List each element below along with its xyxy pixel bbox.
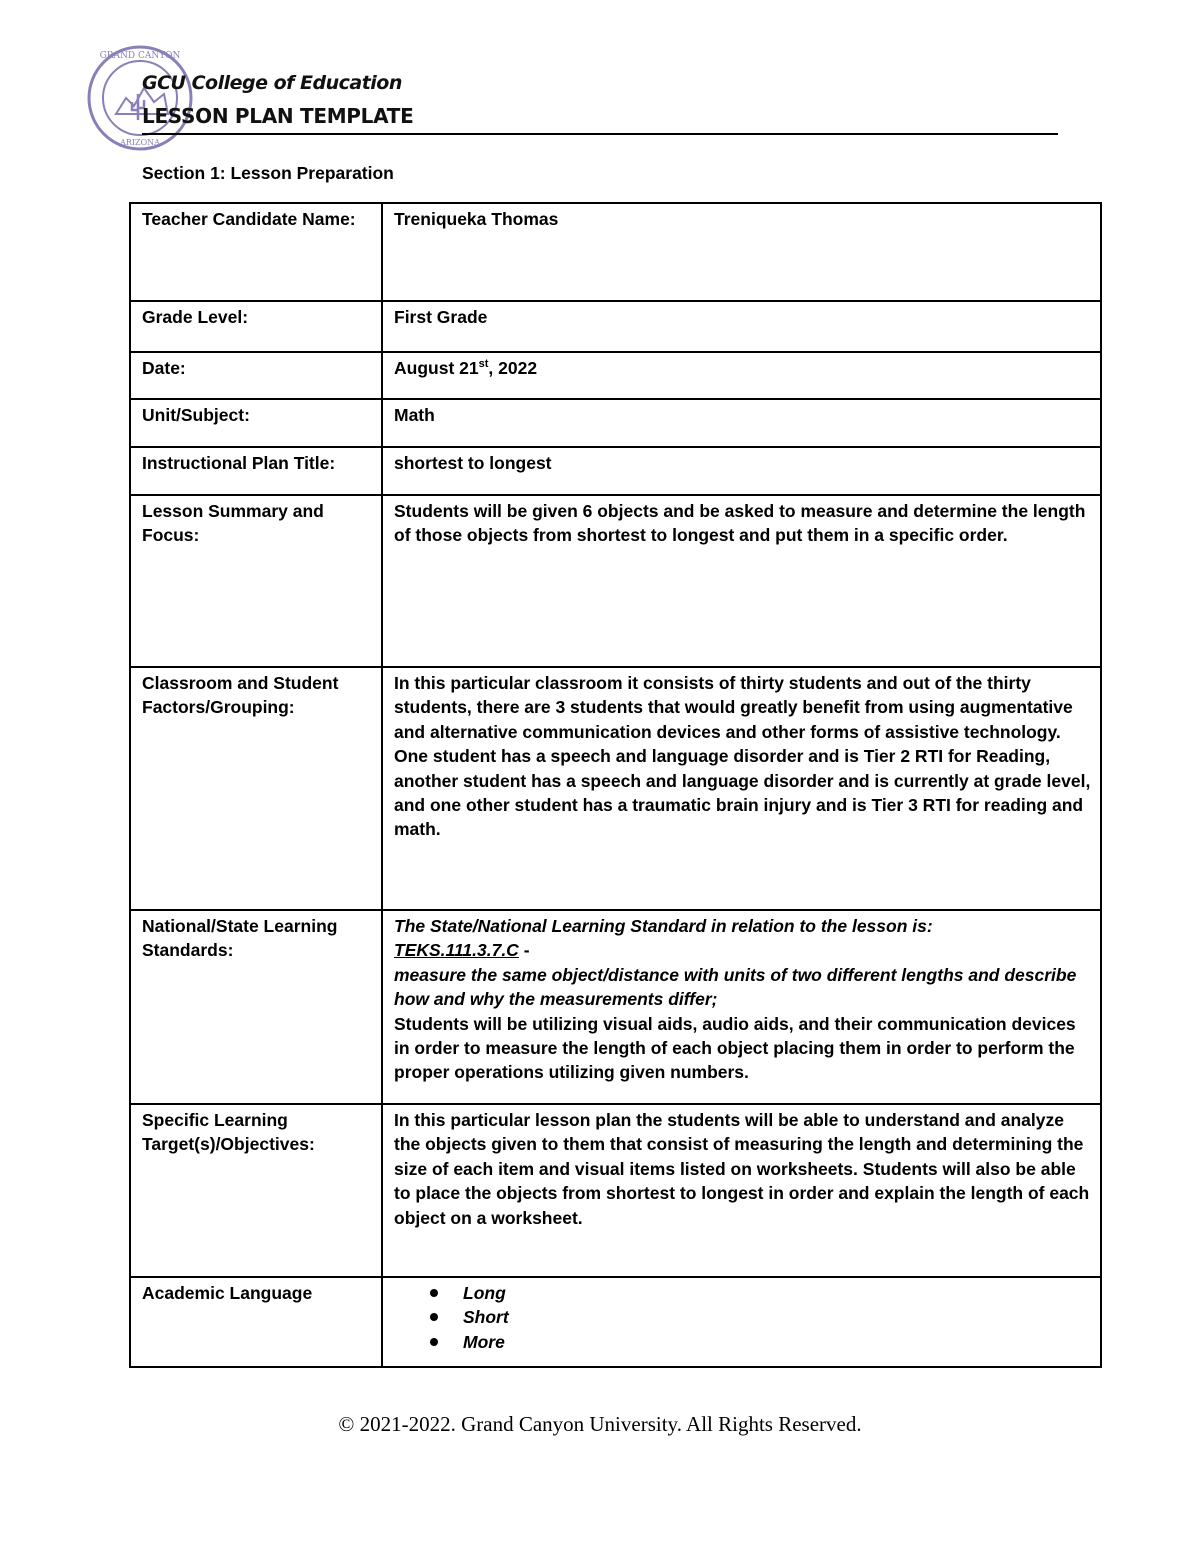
classroom-label: Classroom and Student Factors/Grouping:: [130, 667, 382, 910]
standards-label: National/State Learning Standards:: [130, 910, 382, 1104]
svg-text:ARIZONA: ARIZONA: [120, 138, 160, 147]
plan-title-value: shortest to longest: [382, 447, 1101, 495]
copyright-footer: © 2021-2022. Grand Canyon University. All Rights Reserved.: [338, 1412, 862, 1436]
table-row: [130, 301, 1101, 352]
table-row: [130, 910, 1101, 1104]
table-row: [130, 203, 1101, 301]
list-item: Long: [430, 1281, 1092, 1305]
standard-code: TEKS.111.3.7.C: [394, 940, 519, 961]
academic-language-value: [382, 1277, 1101, 1367]
teacher-value: Treniqueka Thomas: [382, 203, 1101, 301]
objectives-label: Specific Learning Target(s)/Objectives:: [130, 1104, 382, 1277]
summary-label: Lesson Summary and Focus:: [130, 495, 382, 667]
template-title: LESSON PLAN TEMPLATE: [142, 104, 414, 128]
standards-value: [382, 910, 1101, 1104]
standards-code-line: TEKS.111.3.7.C -: [394, 940, 530, 961]
date-label: Date:: [130, 352, 382, 399]
table-row: [130, 352, 1101, 399]
list-item: Short: [430, 1305, 1092, 1329]
table-row: [130, 1277, 1101, 1367]
classroom-value: In this particular classroom it consists of thirty students and out of the thirty students, there are 3 students that would greatly benefit from using augmentative and alternative communication devices and other forms of assistive technology. One student has a speech and language disorder and is Tier 2 RTI for Reading, another student has a speech and language disorder and is currently at grade level, and one other student has a traumatic brain injury and is Tier 3 RTI for reading and math.: [382, 667, 1101, 910]
header-divider: [142, 133, 1058, 135]
college-name: GCU College of Education: [142, 72, 402, 94]
date-value: August 21st, 2022: [382, 352, 1101, 399]
teacher-label: Teacher Candidate Name:: [130, 203, 382, 301]
section-title: Section 1: Lesson Preparation: [142, 163, 394, 183]
gcu-seal-logo: [86, 44, 194, 152]
lesson-plan-table: [129, 202, 1102, 1368]
academic-language-list: [394, 1281, 1092, 1354]
summary-value: Students will be given 6 objects and be asked to measure and determine the length of those objects from shortest to longest and put them in a specific order.: [382, 495, 1101, 667]
table-row: [130, 1104, 1101, 1277]
standards-detail: Students will be utilizing visual aids, audio aids, and their communication devices in order to measure the length of each object placing them in order to perform the proper operations utilizing given numbers.: [394, 1013, 1076, 1083]
table-row: [130, 667, 1101, 910]
table-row: [130, 447, 1101, 495]
standards-description: measure the same object/distance with units of two different lengths and describe how and why the measurements differ;: [394, 964, 1077, 1010]
grade-value: First Grade: [382, 301, 1101, 352]
grade-label: Grade Level:: [130, 301, 382, 352]
table-row: [130, 399, 1101, 447]
plan-title-label: Instructional Plan Title:: [130, 447, 382, 495]
table-row: [130, 495, 1101, 667]
list-item: More: [430, 1330, 1092, 1354]
svg-text:GRAND CANYON: GRAND CANYON: [99, 51, 181, 61]
academic-language-label: Academic Language: [130, 1277, 382, 1367]
unit-value: Math: [382, 399, 1101, 447]
standards-intro: The State/National Learning Standard in relation to the lesson is:: [394, 916, 933, 936]
objectives-value: In this particular lesson plan the students will be able to understand and analyze the objects given to them that consist of measuring the length and determining the size of each item and visual items listed on worksheets. Students will also be able to place the objects from shortest to longest in order and explain the length of each object on a worksheet.: [382, 1104, 1101, 1277]
unit-label: Unit/Subject:: [130, 399, 382, 447]
